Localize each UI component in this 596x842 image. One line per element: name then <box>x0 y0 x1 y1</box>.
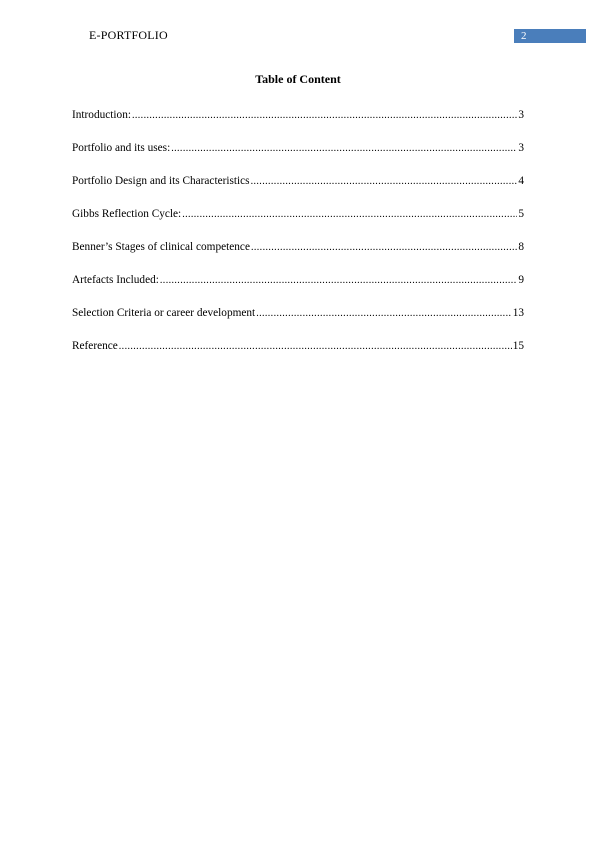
toc-entry-portfolio-design[interactable] <box>72 175 524 208</box>
toc-entry-label: Portfolio and its uses: <box>72 142 171 154</box>
toc-entry-label: Reference <box>72 340 118 352</box>
toc-entry-page: 13 <box>512 307 524 319</box>
toc-entry-page: 3 <box>518 142 524 154</box>
toc-entry-label: Introduction: <box>72 109 131 121</box>
toc-entry-label: Artefacts Included: <box>72 274 159 286</box>
toc-entry-benner-stages[interactable] <box>72 241 524 274</box>
toc-entry-label: Selection Criteria or career development <box>72 307 256 319</box>
toc-entry-introduction[interactable] <box>72 109 524 142</box>
dot-leader <box>251 242 517 253</box>
dot-leader <box>182 209 517 220</box>
toc-entry-page: 9 <box>518 274 524 286</box>
dot-leader <box>171 143 517 154</box>
toc-entry-page: 3 <box>518 109 524 121</box>
toc-entry-page: 5 <box>518 208 524 220</box>
toc-entry-selection-criteria[interactable] <box>72 307 524 340</box>
running-header-title: E-PORTFOLIO <box>89 28 168 42</box>
toc-entry-label: Gibbs Reflection Cycle: <box>72 208 182 220</box>
toc-entry-page: 4 <box>518 175 524 187</box>
page-number-badge: 2 <box>514 29 586 43</box>
toc-entry-gibbs-cycle[interactable] <box>72 208 524 241</box>
toc-entry-reference[interactable] <box>72 340 524 373</box>
toc-entry-label: Benner’s Stages of clinical competence <box>72 241 250 253</box>
toc-heading: Table of Content <box>255 72 341 86</box>
table-of-contents <box>72 109 524 373</box>
toc-entry-page: 8 <box>518 241 524 253</box>
toc-entry-label: Portfolio Design and its Characteristics <box>72 175 250 187</box>
dot-leader <box>256 308 512 319</box>
dot-leader <box>132 110 517 121</box>
dot-leader <box>251 176 518 187</box>
dot-leader <box>160 275 517 286</box>
toc-entry-portfolio-uses[interactable] <box>72 142 524 175</box>
dot-leader <box>119 341 512 352</box>
toc-entry-artefacts[interactable] <box>72 274 524 307</box>
toc-entry-page: 15 <box>512 340 524 352</box>
